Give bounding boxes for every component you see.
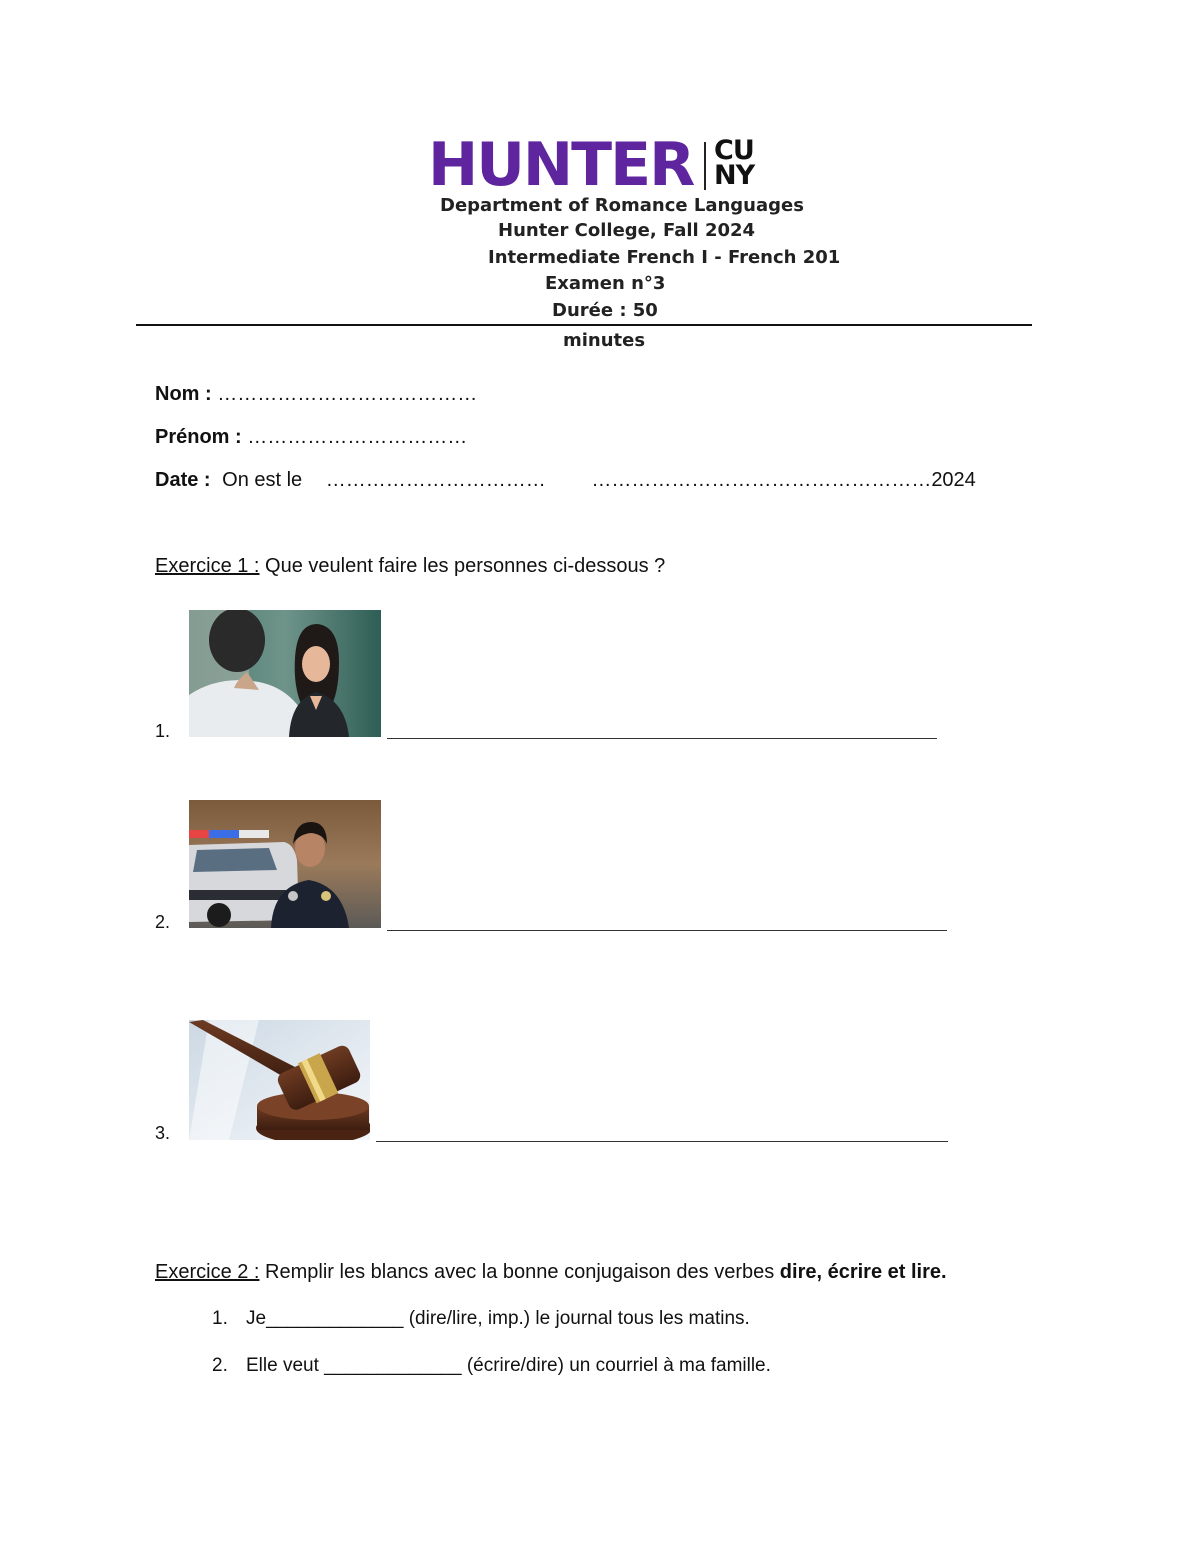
date-label: Date : (155, 469, 211, 491)
ex2-item-number: 1. (212, 1308, 228, 1329)
exercise2-prompt: Remplir les blancs avec la bonne conjugaison des verbes (265, 1261, 775, 1283)
exercise2-verbs: dire, écrire et lire. (779, 1261, 947, 1283)
ex2-blank[interactable]: _____________ (266, 1308, 404, 1329)
exercise1-label: Exercice 1 : (155, 555, 260, 577)
exercise2-heading (155, 1261, 947, 1284)
logo-ny: NY (714, 160, 755, 191)
duration-line: Durée : 50 (552, 300, 658, 321)
logo-divider (704, 142, 706, 190)
ex2-item-before: Je (246, 1308, 267, 1329)
ex2-item-before: Elle veut (246, 1355, 319, 1376)
ex2-item-after: (dire/lire, imp.) le journal tous les matins. (408, 1308, 750, 1329)
prenom-field (155, 426, 467, 449)
date-year: 2024 (931, 469, 976, 491)
course-line: Intermediate French I - French 201 (488, 247, 841, 268)
judge-gavel-photo (189, 1020, 370, 1140)
ex1-item-number: 1. (155, 721, 171, 741)
date-text: On est le (222, 469, 303, 491)
ex1-item-number: 2. (155, 912, 171, 932)
exercise2-label: Exercice 2 : (155, 1261, 260, 1283)
prenom-label: Prénom : (155, 426, 242, 448)
exercise1-prompt: Que veulent faire les personnes ci-dessous ? (265, 555, 666, 577)
job-interview-photo (189, 610, 381, 737)
nom-field (155, 383, 477, 406)
date-month-blank[interactable]: …………………………………………… (591, 469, 932, 491)
nom-blank[interactable]: ………………………………… (217, 383, 478, 405)
college-line: Hunter College, Fall 2024 (498, 220, 756, 241)
header-rule (136, 324, 1032, 326)
hunter-cuny-logo (428, 130, 768, 200)
logo-cu: CU (714, 135, 754, 166)
ex1-answer-line-2[interactable] (387, 930, 947, 932)
ex2-item-number: 2. (212, 1355, 228, 1376)
ex1-answer-line-1[interactable] (387, 738, 937, 740)
duration-unit: minutes (563, 330, 646, 351)
ex1-answer-line-3[interactable] (376, 1141, 948, 1143)
ex2-blank[interactable]: _____________ (324, 1355, 462, 1376)
ex1-item-number: 3. (155, 1123, 171, 1143)
ex2-item (212, 1355, 771, 1377)
exam-line: Examen n°3 (545, 273, 666, 294)
date-field (155, 469, 976, 492)
nom-label: Nom : (155, 383, 212, 405)
logo-cuny-text (714, 135, 755, 191)
department-line: Department of Romance Languages (440, 195, 804, 216)
prenom-blank[interactable]: …………………………… (247, 426, 468, 448)
logo-hunter-text: HUNTER (428, 130, 694, 200)
ex2-item-after: (écrire/dire) un courriel à ma famille. (466, 1355, 771, 1376)
police-officer-photo (189, 800, 381, 928)
ex2-item (212, 1308, 750, 1330)
date-day-blank[interactable]: …………………………… (325, 469, 546, 491)
exercise1-heading (155, 555, 665, 578)
